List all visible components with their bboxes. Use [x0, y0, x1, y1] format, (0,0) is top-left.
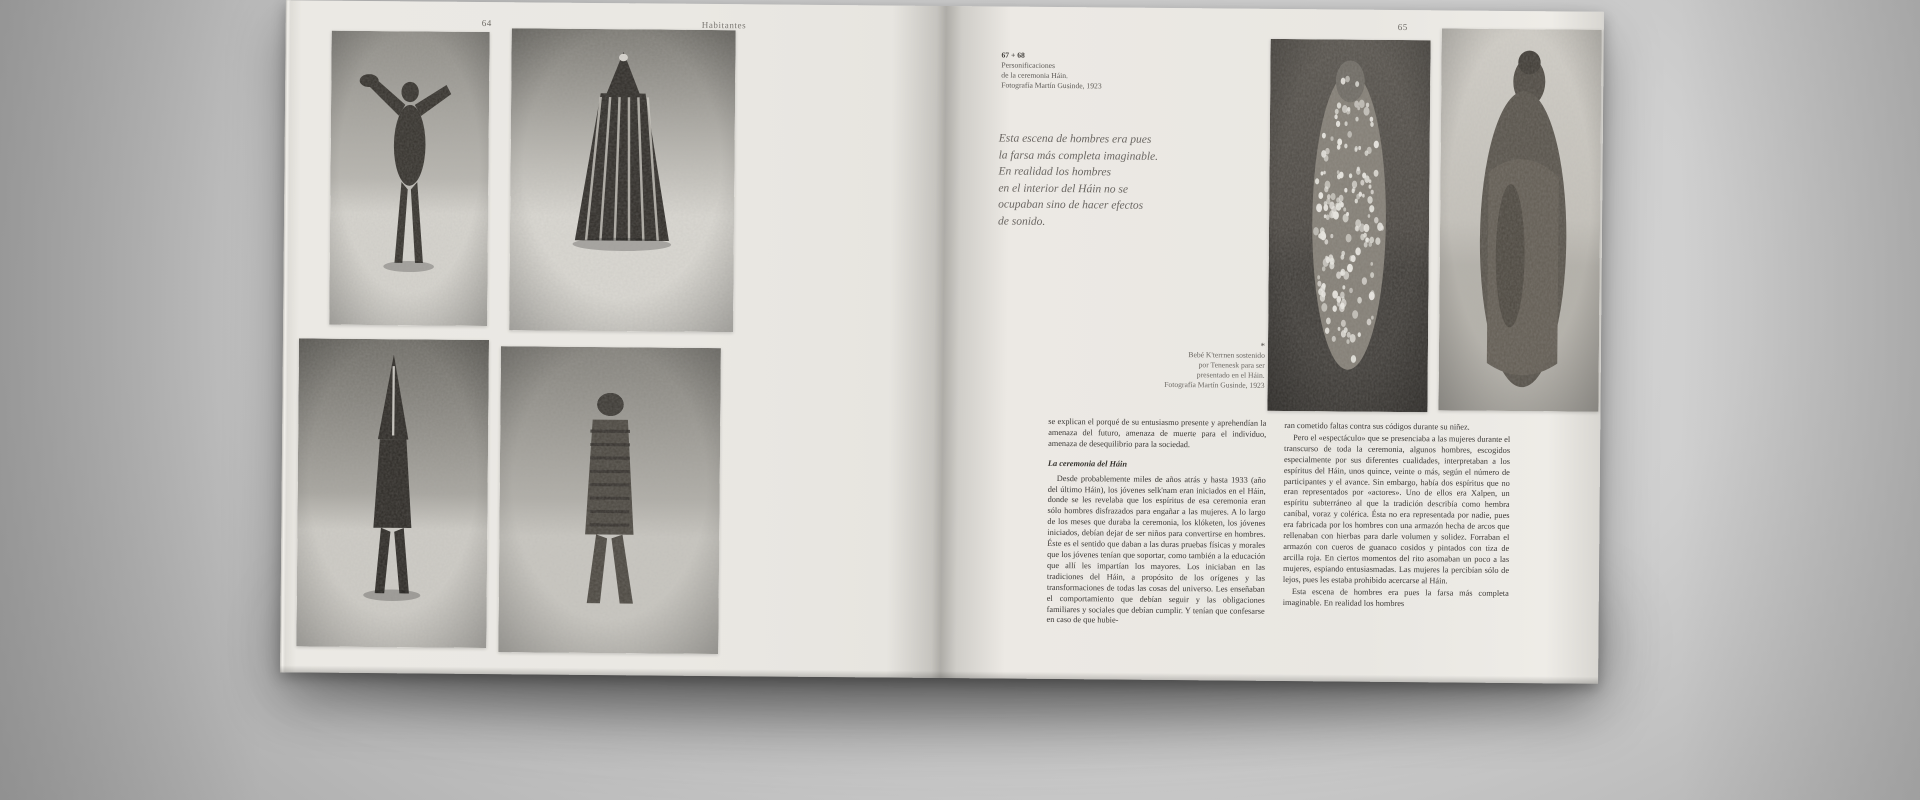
plate-caption-line: Personificaciones	[1001, 60, 1056, 70]
pull-quote-line: Esta escena de hombres era pues	[998, 132, 1152, 146]
open-book-spread	[280, 0, 1604, 683]
pull-quote-line: en el interior del Háin no se	[998, 181, 1129, 196]
paragraph: Esta escena de hombres era pues la farsa más completa imaginable. En realidad los hombres	[1282, 586, 1509, 608]
body-text-column-1	[1046, 417, 1266, 677]
pull-quote-line: de sonido.	[998, 214, 1046, 228]
photo-striped-robe-hood	[509, 28, 736, 332]
pull-quote-line: En realidad los hombres	[998, 165, 1112, 179]
plate-caption-top	[1001, 51, 1161, 92]
photo-caption-line: por Tenenesk para ser	[1198, 360, 1265, 370]
paragraph: Pero el «espectáculo» que se presenciaba a las mujeres durante el transcurso de toda la ceremonia, algunos hombres, escogidos especialmente por sus diferentes cualidades, interpretaban a los espíritus del Háin, unos quince, veinte o más, según el número de participantes y el avance. Sin embargo, había dos espíritus que no eran representados por «actores». Uno de ellos era Xalpen, un espíritu subterráneo al que la tradición describía como hembra caníbal, voraz y colérica. Ésta no era representada por nadie, pues era fabricada por los hombres con una armazón hecha de arcos que rellenaban con hierbas para darle volumen y solidez. Forraban el armazón con cueros de guanaco cosidos y pintados con tiza de arcilla roja. En ciertos momentos del rito asomaban un poco a las mujeres, espiando entusiasmadas. Las mujeres la percibían sólo de lejos, pues les estaba prohibido acercarse al Háin.	[1282, 432, 1511, 586]
pull-quote	[998, 130, 1199, 231]
body-text-column-2	[1282, 421, 1510, 681]
photo-caption-line: presentado en el Háin.	[1196, 370, 1265, 380]
photo-striped-body-walking	[498, 346, 721, 654]
paragraph: ran cometido faltas contra sus códigos durante su niñez.	[1284, 420, 1470, 432]
photo-caption-asterisk	[1111, 339, 1265, 390]
photo-caption-line: Bebé K'terrnen sostenido	[1188, 350, 1265, 360]
photo-conical-mask-figure	[296, 338, 489, 648]
plate-caption-line: de la ceremonia Háin.	[1001, 70, 1068, 81]
photo-fur-cloaked-person	[1438, 28, 1601, 411]
paragraph: Desde probablemente miles de años atrás y hasta 1933 (año del último Háin), los jóvenes selk'nam eran iniciados en el Háin, donde se les revelaba que los espíritus de esa ceremonia eran sólo hombres disfrazados para engañar a las mujeres. A lo largo de los meses que duraba la ceremonia, los klóketen, los jóvenes iniciados, debían dejar de ser niños para convertirse en hombres. Éste es el sentido que daban a las duras pruebas físicas y morales que los jóvenes tenían que soportar, como también a la educación que allí les impartían los mayores. Los iniciaban en las tradiciones del Háin, a propósito de los orígenes y las transformaciones de todas las cosas del universo. Les enseñaban el comportamiento que debían seguir y las obligaciones familiares y sociales que debían cumplir. Y tenían que confesarse en caso de que hubie-	[1046, 473, 1266, 625]
photo-caption-line: Fotografía Martín Gusinde, 1923	[1164, 379, 1265, 390]
pull-quote-line: ocupaban sino de hacer efectos	[998, 198, 1144, 212]
right-page-number: 65	[1397, 21, 1408, 33]
left-page-number: 64	[481, 17, 492, 29]
photo-dotted-spirit-body	[1267, 39, 1430, 412]
plate-caption-index: 67 + 68	[1001, 50, 1025, 60]
paragraph: se explican el porqué de su entusiasmo presente y aprehendían la amenaza del futuro, amenaza de muerte para el individuo, amenaza de desequilibrio para la sociedad.	[1048, 416, 1267, 449]
running-header: Habitantes	[701, 19, 747, 31]
plate-caption-line: Fotografía Martín Gusinde, 1923	[1001, 80, 1102, 91]
section-heading: La ceremonia del Háin	[1047, 458, 1128, 469]
asterisk-marker: *	[1260, 340, 1266, 351]
pull-quote-line: la farsa más completa imaginable.	[998, 148, 1159, 163]
photo-painted-man-with-club	[329, 31, 490, 326]
